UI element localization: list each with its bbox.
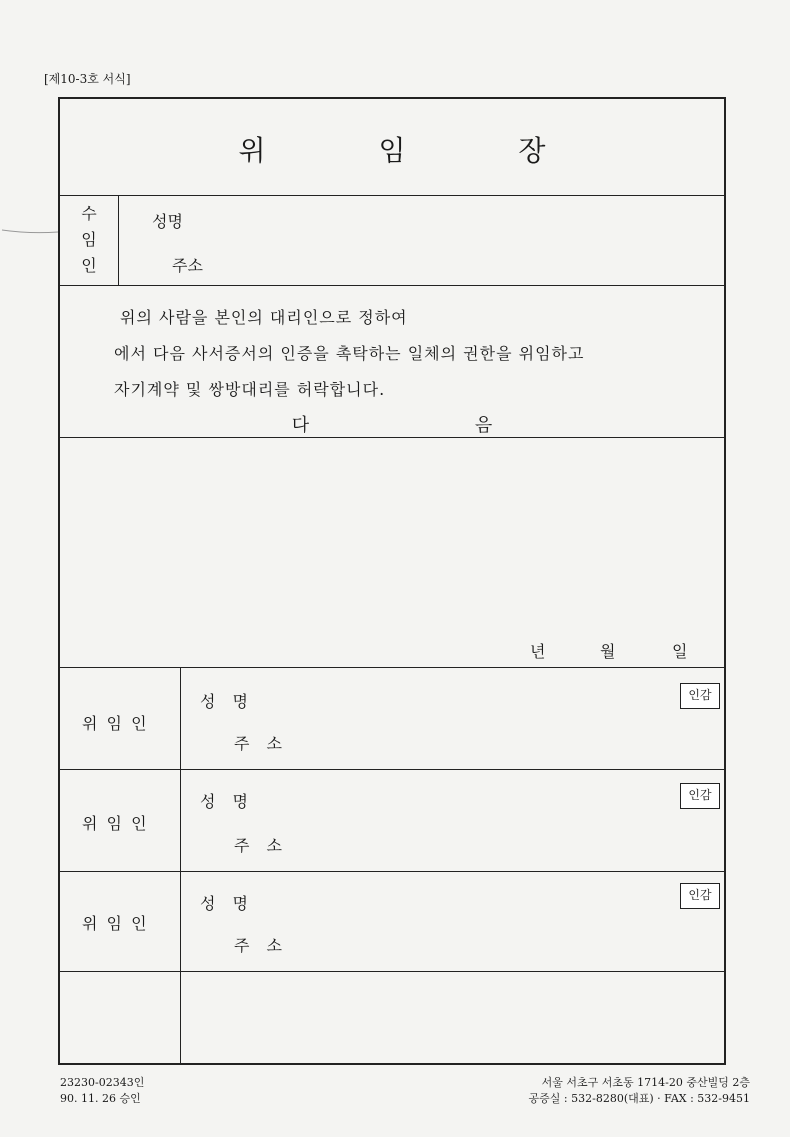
principal-address-label: 주 소 <box>234 734 288 753</box>
seal-box: 인감 <box>680 883 720 909</box>
document-title: 위 임 장 <box>238 134 598 167</box>
divider <box>118 195 119 285</box>
principal-name-label: 성 명 <box>200 894 254 913</box>
attorney-address-label: 주소 <box>172 256 203 275</box>
footer-phone: 공증실 : 532-8280(대표) · FAX : 532-9451 <box>528 1092 750 1105</box>
divider <box>180 667 181 1065</box>
seal-box: 인감 <box>680 783 720 809</box>
delegation-text-line-1: 위의 사람을 본인의 대리인으로 정하여 <box>120 308 408 327</box>
divider <box>60 667 724 668</box>
principal-address-label: 주 소 <box>234 936 288 955</box>
date-year-label: 년 <box>530 642 546 661</box>
divider <box>60 285 724 286</box>
principal-label: 위 임 인 <box>82 714 149 733</box>
principal-name-label: 성 명 <box>200 692 254 711</box>
attorney-label-char: 인 <box>81 256 97 275</box>
scan-mark <box>0 228 60 236</box>
power-of-attorney-form <box>58 97 726 1065</box>
attorney-name-label: 성명 <box>152 212 183 231</box>
divider <box>60 871 724 872</box>
delegation-text-line-3: 자기계약 및 쌍방대리를 허락합니다. <box>114 380 386 399</box>
form-code: [제10-3호 서식] <box>44 72 131 86</box>
principal-address-label: 주 소 <box>234 836 288 855</box>
date-day-label: 일 <box>672 642 688 661</box>
footer-office-info <box>529 1075 750 1107</box>
delegation-text-line-2: 에서 다음 사서증서의 인증을 촉탁하는 일체의 권한을 위임하고 <box>114 344 585 363</box>
footer-approval-date: 90. 11. 26 승인 <box>60 1092 141 1105</box>
attorney-label-char: 수 <box>81 204 97 223</box>
footer-address: 서울 서초구 서초동 1714-20 중산빌딩 2층 <box>541 1076 750 1089</box>
divider <box>60 437 724 438</box>
footer-approval <box>60 1075 144 1107</box>
footer-approval-number: 23230-02343인 <box>60 1076 145 1089</box>
date-month-label: 월 <box>600 642 616 661</box>
seal-box: 인감 <box>680 683 720 709</box>
principal-name-label: 성 명 <box>200 792 254 811</box>
principal-label: 위 임 인 <box>82 914 149 933</box>
divider <box>60 769 724 770</box>
divider <box>60 195 724 196</box>
next-heading: 다 음 <box>291 415 573 436</box>
attorney-label-char: 임 <box>81 230 97 249</box>
divider <box>60 971 724 972</box>
principal-label: 위 임 인 <box>82 814 149 833</box>
attorney-label <box>78 201 100 279</box>
